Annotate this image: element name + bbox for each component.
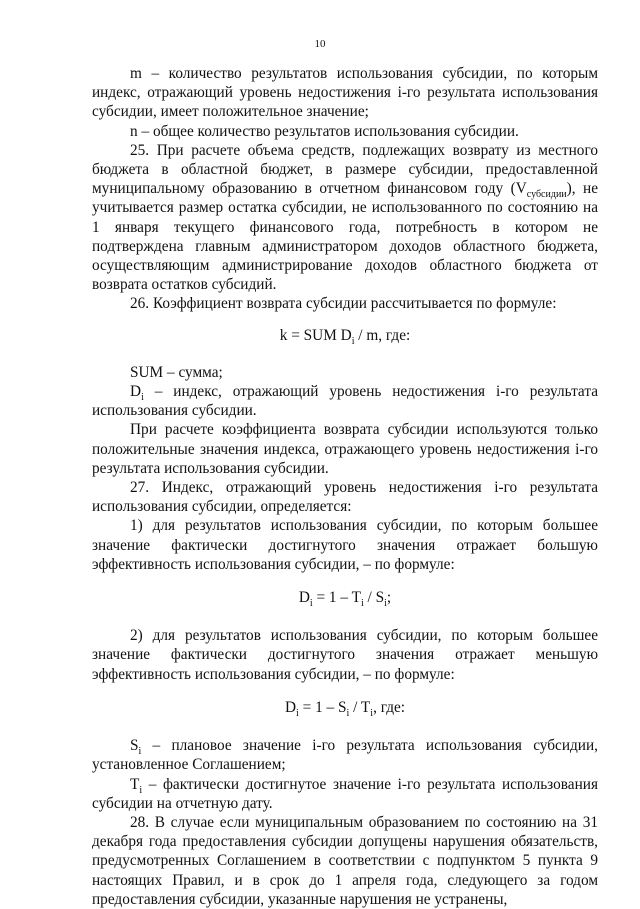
paragraph-si-sub: i <box>138 746 142 758</box>
paragraph-26-text: 26. Коэффициент возврата субсидии рассчитывается по формуле: <box>130 295 557 313</box>
paragraph-ti-sub: i <box>139 784 143 796</box>
formula-di-1 <box>92 588 598 610</box>
paragraph-sum <box>92 363 598 382</box>
paragraph-28-text: 28. В случае если муниципальным образованием по состоянию на 31 декабря года предоставления субсидии допущены нарушения обязательств, предусмотренных Соглашением в соответствии с подпунктом 5 пункта 9 настоящих Правил, и в срок до 1 апреля года, следующего за годом предоставления субсидии, указанные нарушения не устранены, <box>92 813 598 908</box>
paragraph-ti-b: – фактически достигнутое значение i-го результата использования субсидии на отчетную дату. <box>92 775 598 812</box>
paragraph-n-definition <box>92 122 598 141</box>
paragraph-27-text: 27. Индекс, отражающий уровень недостижения i-го результата использования субсидии, определяется: <box>92 479 598 516</box>
paragraph-si-b: – плановое значение i-го результата использования субсидии, установленное Соглашением; <box>92 737 598 774</box>
formula-di-2-s1: i <box>296 707 299 719</box>
formula-di-2-s2: i <box>346 707 350 719</box>
formula-di-1-s3: i <box>384 598 387 610</box>
paragraph-coefficient-note-text: При расчете коэффициента возврата субсидии используются только положительные значения индекса, отражающего уровень недостижения i-го результата использования субсидии. <box>92 421 598 477</box>
formula-di-2 <box>92 698 598 717</box>
paragraph-sum-text: SUM – сумма; <box>130 363 223 381</box>
paragraph-26 <box>92 294 598 313</box>
formula-di-2-s3: i <box>370 707 374 719</box>
paragraph-27-1 <box>92 516 598 574</box>
paragraph-coefficient-note <box>92 420 598 478</box>
formula-di-1-d: ; <box>386 589 392 607</box>
formula-di-2-a: D <box>284 698 297 716</box>
paragraph-28 <box>92 813 598 909</box>
formula-di-2-b: = 1 – S <box>298 698 347 716</box>
paragraph-ti-a: T <box>130 775 140 793</box>
formula-di-1-a: D <box>298 589 310 607</box>
paragraph-di-b: – индекс, отражающий уровень недостижения i-го результата использования субсидии. <box>92 383 598 420</box>
paragraph-si-a: S <box>130 737 139 755</box>
paragraph-27-2-text: 2) для результатов использования субсидии, по которым большее значение фактически достигнутого значения отражает меньшую эффективность использования субсидии, – по формуле: <box>92 627 598 683</box>
formula-di-1-s2: i <box>360 598 364 610</box>
paragraph-di <box>92 382 598 420</box>
paragraph-si <box>92 736 598 774</box>
paragraph-25-text-b: ), не учитывается размер остатка субсидии, не использованного по состоянию на 1 января текущего финансового года, потребность в котором не подтверждена главным администратором доходов областного бюджета, осуществляющим администрирование доходов областного бюджета от возврата остатков субсидий. <box>92 180 598 294</box>
formula-di-1-b: = 1 – T <box>312 589 361 607</box>
formula-di-1-c: / S <box>363 589 385 607</box>
paragraph-27-1-text: 1) для результатов использования субсидии, по которым большее значение фактически достигнутого значения отражает большую эффективность использования субсидии, – по формуле: <box>92 517 598 573</box>
paragraph-m-text: m – количество результатов использования субсидии, по которым индекс, отражающий уровень недостижения i-го результата использования субсидии, имеет положительное значение; <box>92 65 598 121</box>
paragraph-27 <box>92 478 598 516</box>
formula-di-2-c: / T <box>349 698 371 716</box>
paragraph-27-2 <box>92 626 598 684</box>
formula-k <box>92 326 598 345</box>
paragraph-di-sub: i <box>141 392 144 404</box>
paragraph-di-a: D <box>130 383 142 401</box>
formula-k-b: / m, где: <box>354 326 411 344</box>
paragraph-25 <box>92 141 598 295</box>
paragraph-25-subscript: субсидии <box>526 189 567 201</box>
formula-k-a: k = SUM D <box>279 326 352 344</box>
formula-di-2-d: , где: <box>373 698 406 716</box>
page-number: 10 <box>314 38 326 50</box>
formula-k-sub: i <box>351 335 355 347</box>
formula-di-1-s1: i <box>309 598 313 610</box>
paragraph-n-text: n – общее количество результатов использования субсидии. <box>130 122 519 140</box>
paragraph-ti <box>92 775 598 813</box>
paragraph-25-text-a: 25. При расчете объема средств, подлежащих возврату из местного бюджета в областной бюджет, в размере субсидии, предоставленной муниципальному образованию в отчетном финансовом году (V <box>92 141 598 198</box>
paragraph-m-definition <box>92 64 598 122</box>
document-body <box>92 64 598 909</box>
